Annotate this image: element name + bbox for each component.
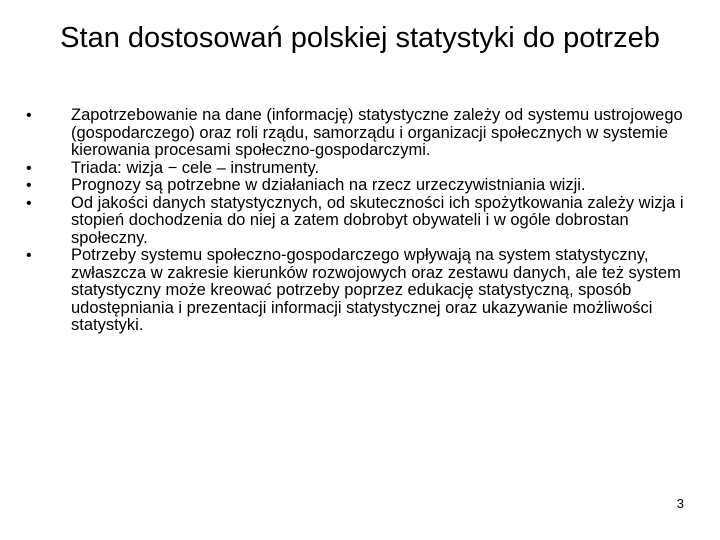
bullet-list xyxy=(26,107,686,335)
bullet-text: Prognozy są potrzebne w działaniach na rzecz urzeczywistniania wizji. xyxy=(71,176,586,194)
bullet-item xyxy=(26,160,686,178)
bullet-text: Potrzeby systemu społeczno-gospodarczego wpływają na system statystyczny, zwłaszcza w zakresie kierunków rozwojowych oraz zestawu danych, ale też system statystyczny może kreować potrzeby poprzez edukację statystyczną, sposób udostępniania i prezentacji informacji statystycznej oraz ukazywanie możliwości statystyki. xyxy=(71,246,681,334)
slide-title: Stan dostosowań polskiej statystyki do potrzeb xyxy=(60,22,660,54)
bullet-item xyxy=(26,247,686,335)
bullet-symbol: • xyxy=(26,159,32,177)
bullet-item xyxy=(26,107,686,160)
bullet-symbol: • xyxy=(26,107,32,124)
bullet-symbol: • xyxy=(26,177,32,194)
bullet-item xyxy=(26,195,686,248)
bullet-text: Triada: wizja − cele – instrumenty. xyxy=(71,158,320,177)
bullet-text: Zapotrzebowanie na dane (informację) statystyczne zależy od systemu ustrojowego (gospodarczego) oraz roli rządu, samorządu i organizacji społecznych w systemie kierowania procesami społeczno-gospodarczymi. xyxy=(71,106,683,159)
bullet-item xyxy=(26,177,686,195)
bullet-text: Od jakości danych statystycznych, od skuteczności ich spożytkowania zależy wizja i stopień dochodzenia do niej a zatem dobrobyt obywateli i w ogóle dobrostan społeczny. xyxy=(71,193,684,247)
bullet-symbol: • xyxy=(26,247,32,264)
bullet-symbol: • xyxy=(26,194,32,212)
page-number: 3 xyxy=(676,496,684,511)
